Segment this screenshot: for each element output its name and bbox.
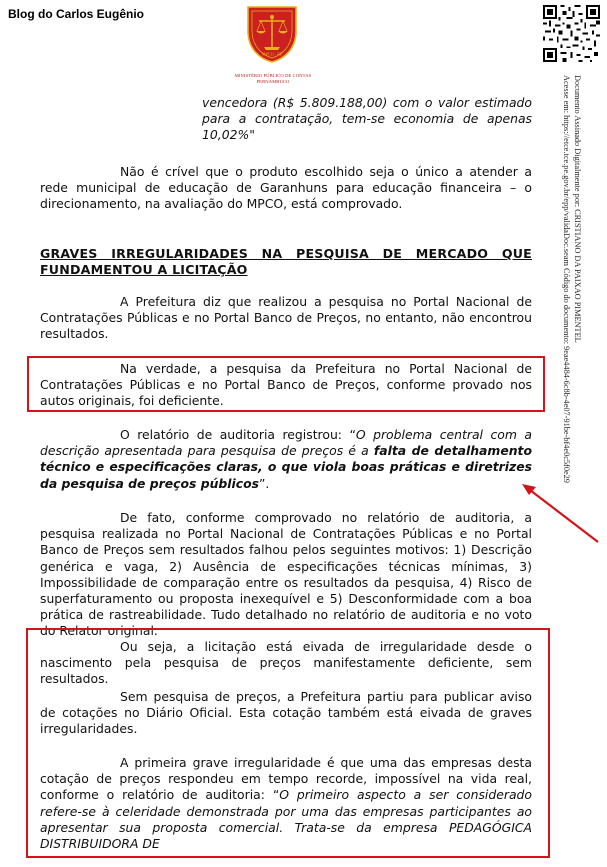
digital-signature-note [561,75,583,483]
org-name-line1: MINISTÉRIO PÚBLICO DE CONTAS [234,73,312,78]
paragraph-text: Ou seja, a licitação está eivada de irregularidade desde o nascimento pela pesquisa de preços manifestamente deficiente, sem resultados. [40,639,532,687]
red-arrow-icon [520,482,600,544]
blog-name: Blog do Carlos Eugênio [8,7,145,21]
quote-text: O primeiro aspecto a ser considerado refere-se à celeridade demonstrada por uma das empresas participantes ao apresentar sua proposta comercial. Trata-se da empresa PEDAGÓGICA DISTRIBUIDORA DE [40,787,532,852]
quote-close: ”. [258,475,270,491]
org-name [222,73,324,84]
section-heading: GRAVES IRREGULARIDADES NA PESQUISA DE MERCADO QUE FUNDAMENTOU A LICITAÇÃO [40,246,532,277]
quote-bold: falta de detalhamento técnico e especificações claras, o que viola boas práticas e diretrizes da pesquisa de preços públicos [40,443,532,491]
quote-text: O problema central com a descrição apresentada para pesquisa de preços é a [40,427,532,459]
logo-caption: MPCO - PE [261,51,283,57]
paragraph-text: De fato, conforme comprovado no relatório de auditoria, a pesquisa realizada no Portal Nacional de Contratações Públicas e no Portal Banco de Preços sem resultados falhou pelos seguintes motivos: 1) Descrição genérica e vaga, 2) Ausência de especificações técnicas mínimas, 3) Impossibilidade de comparação entre os resultados da pesquisa, 4) Risco de superfaturamento ou proposta inexequível e 5) Desconformidade com a boa prática de rastreabilidade. Tudo detalhado no relatório de auditoria e no voto do Relator original. [40,510,532,639]
signature-line: Documento Assinado Digitalmente por: CRISTIANO DA PAIXAO PIMENTEL [573,75,582,343]
paragraph-text: A Prefeitura diz que realizou a pesquisa no Portal Nacional de Contratações Públicas e no Portal Banco de Preços, no entanto, não encontrou resultados. [40,294,532,342]
paragraph-motivos [40,510,532,640]
verification-line[interactable]: Acesse em: https://etce.tce.pe.gov.br/epp/validaDoc.seam Código do documento: 9eae4484-6c8b-4e07-91be-bf4e0c5f0e29 [562,75,571,483]
paragraph-pesquisa [40,294,532,343]
paragraph-direcionamento [40,164,532,213]
paragraph-relatorio [40,427,532,492]
highlight-box-irregularidades [26,628,550,858]
paragraph-text: Na verdade, a pesquisa da Prefeitura no Portal Nacional de Contratações Públicas e no Portal Banco de Preços, conforme provado nos autos originais, foi deficiente. [40,361,532,409]
highlight-box-deficiente [27,356,545,412]
org-name-line2: PERNAMBUCO [256,78,290,84]
qr-code-icon[interactable] [543,5,600,62]
paragraph-text: A primeira grave irregularidade é que uma das empresas desta cotação de preços respondeu em tempo recorde, impossível na vida real, conforme o relatório de auditoria: “ [40,755,532,803]
paragraph-text: Não é crível que o produto escolhido seja o único a atender a rede municipal de educação de Garanhuns para educação financeira – o direcionamento, na avaliação do MPCO, está comprovado. [40,164,532,212]
mpco-logo [244,5,300,63]
paragraph-text: Sem pesquisa de preços, a Prefeitura partiu para publicar aviso de cotações no Diário Oficial. Esta cotação também está eivada de graves irregularidades. [40,689,532,737]
quote-continuation: vencedora (R$ 5.809.188,00) com o valor estimado para a contratação, tem-se economia de apenas 10,02%" [202,95,532,143]
quote-intro: O relatório de auditoria registrou: “ [120,427,356,442]
